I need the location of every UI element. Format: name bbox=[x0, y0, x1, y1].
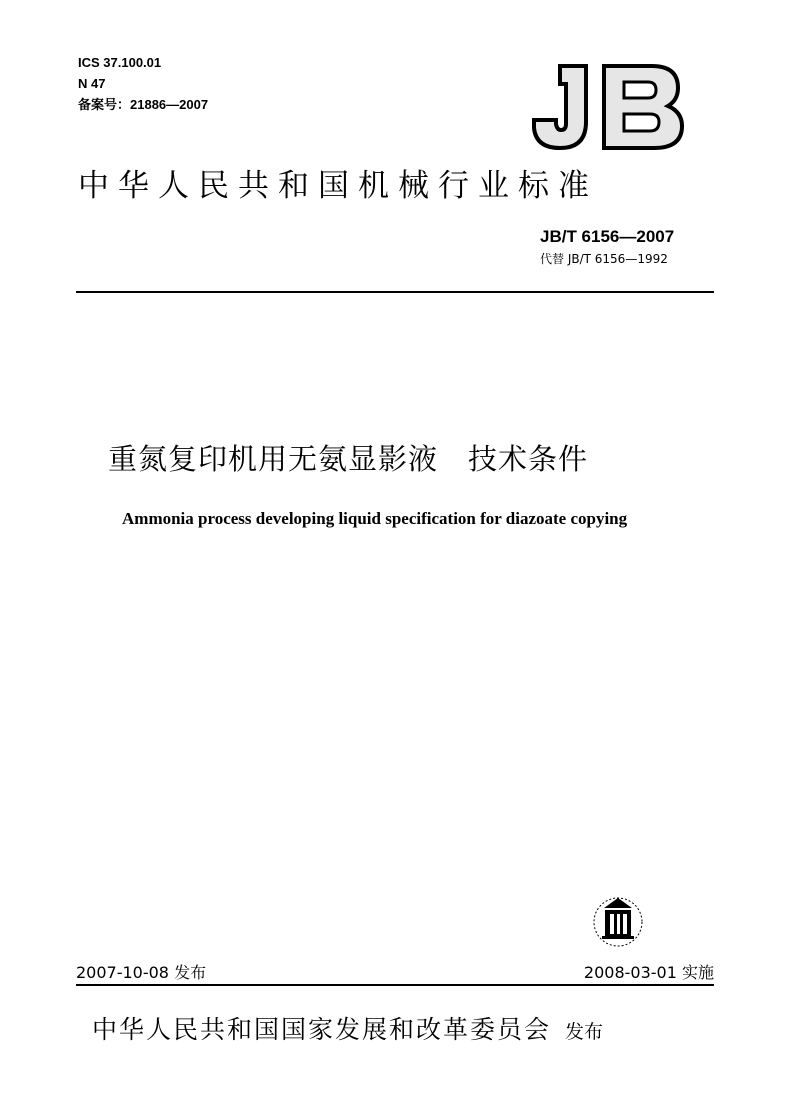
classification-block bbox=[78, 52, 208, 115]
ccs-code: N 47 bbox=[78, 76, 106, 91]
jb-logo bbox=[528, 60, 688, 155]
issue-date: 2007-10-08 发布 bbox=[76, 963, 207, 982]
record-number: 备案号：21886—2007 bbox=[78, 97, 209, 112]
standard-number: JB/T 6156—2007 bbox=[540, 227, 675, 246]
chinese-title-main: 重氮复印机用无氨显影液 bbox=[108, 442, 439, 476]
ics-code: ICS 37.100.01 bbox=[78, 55, 162, 70]
english-title: Ammonia process developing liquid specification for diazoate copying bbox=[122, 509, 628, 528]
issuer-organization: 中华人民共和国国家发展和改革委员会 bbox=[92, 1015, 552, 1044]
publisher-emblem-icon bbox=[588, 890, 648, 950]
standard-type-title: 中华人民共和国机械行业标准 bbox=[78, 168, 598, 204]
issuing-authority bbox=[92, 1010, 603, 1046]
issuer-action: 发布 bbox=[565, 1021, 604, 1043]
implementation-date: 2008-03-01 实施 bbox=[583, 963, 714, 982]
footer-divider bbox=[76, 984, 714, 986]
chinese-title-sub: 技术条件 bbox=[468, 442, 589, 476]
header-divider bbox=[76, 291, 714, 293]
chinese-title bbox=[108, 437, 588, 478]
replaces-standard: 代替 JB/T 6156—1992 bbox=[540, 252, 668, 266]
